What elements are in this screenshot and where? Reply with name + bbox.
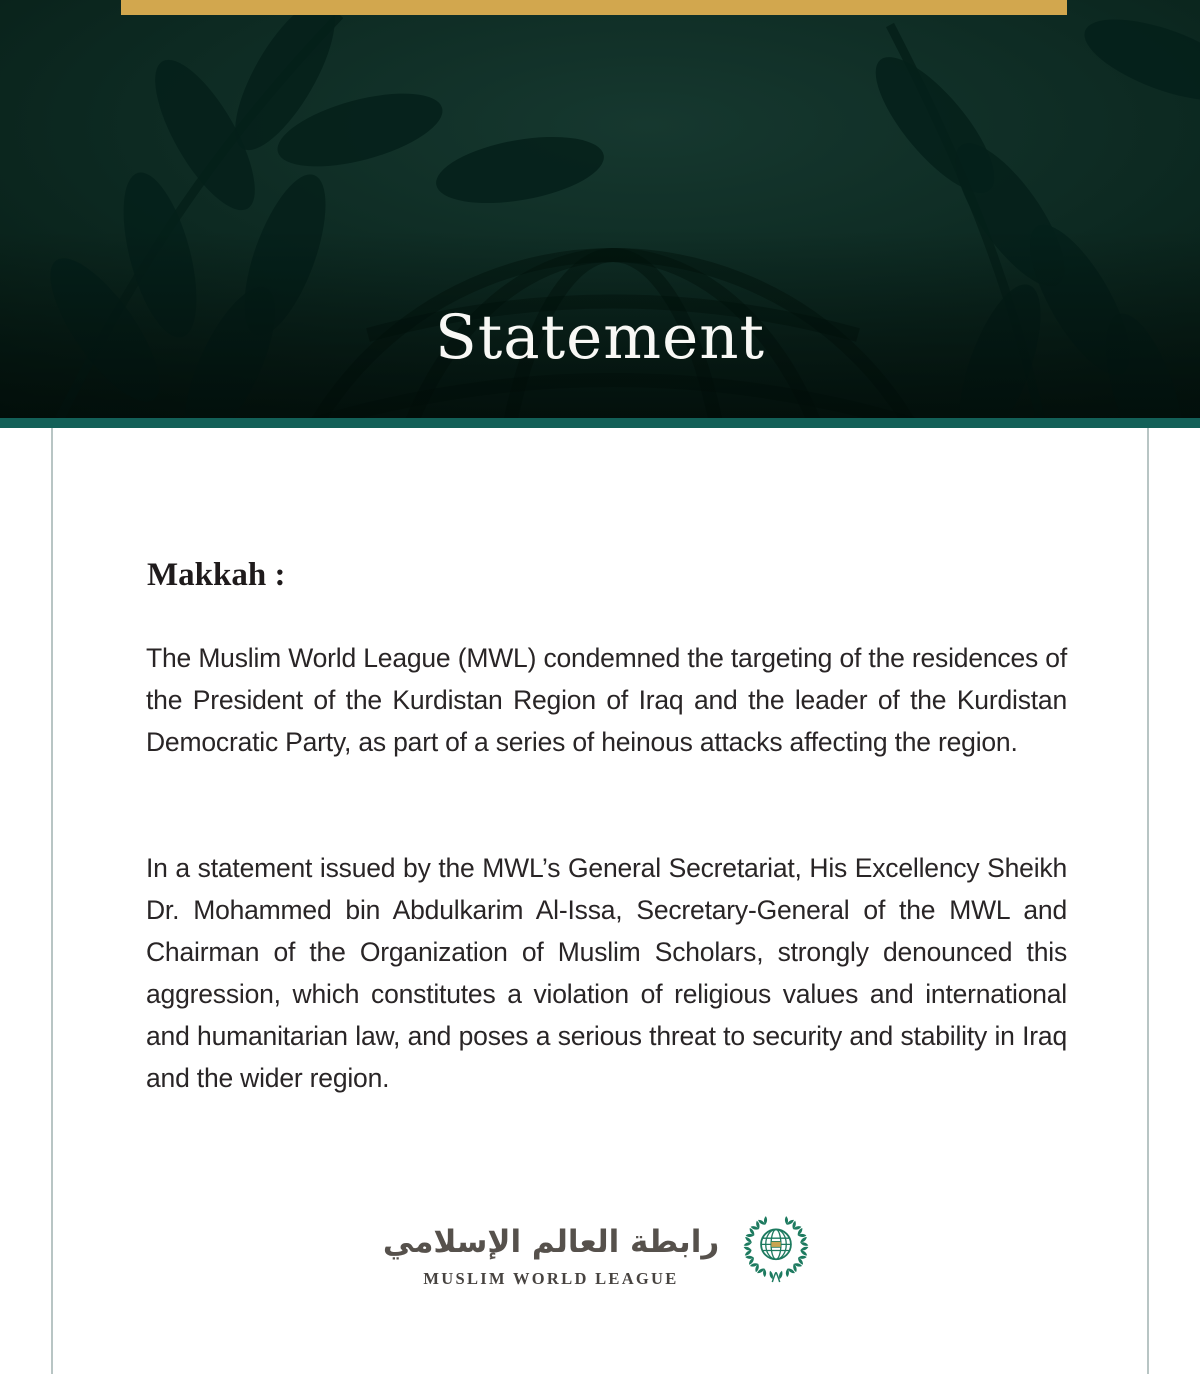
teal-divider-band xyxy=(0,418,1200,428)
header-banner xyxy=(0,0,1200,428)
page-title: Statement xyxy=(434,302,766,373)
statement-paragraph-1: The Muslim World League (MWL) condemned the targeting of the residences of the President of the Kurdistan Region of Iraq and the leader of the Kurdistan Democratic Party, as part of a series of heinous attacks affecting the region. xyxy=(146,643,1067,757)
statement-paragraph-2: In a statement issued by the MWL’s General Secretariat, His Excellency Sheikh Dr. Mohammed bin Abdulkarim Al-Issa, Secretary-General of the MWL and Chairman of the Organization of Muslim Scholars, strongly denounced this aggression, which constitutes a violation of religious values and international and humanitarian law, and poses a serious threat to security and stability in Iraq and the wider region. xyxy=(146,853,1067,1093)
mwl-logo xyxy=(0,1203,1200,1289)
logo-arabic-name: رابطة العالم الإسلامي xyxy=(382,1224,720,1260)
logo-english-name: MUSLIM WORLD LEAGUE xyxy=(423,1269,679,1288)
mwl-logo-text xyxy=(383,1222,719,1289)
mwl-globe-laurel-emblem-icon xyxy=(735,1203,817,1289)
dateline-heading: Makkah : xyxy=(147,557,286,593)
gold-accent-bar xyxy=(121,0,1067,15)
